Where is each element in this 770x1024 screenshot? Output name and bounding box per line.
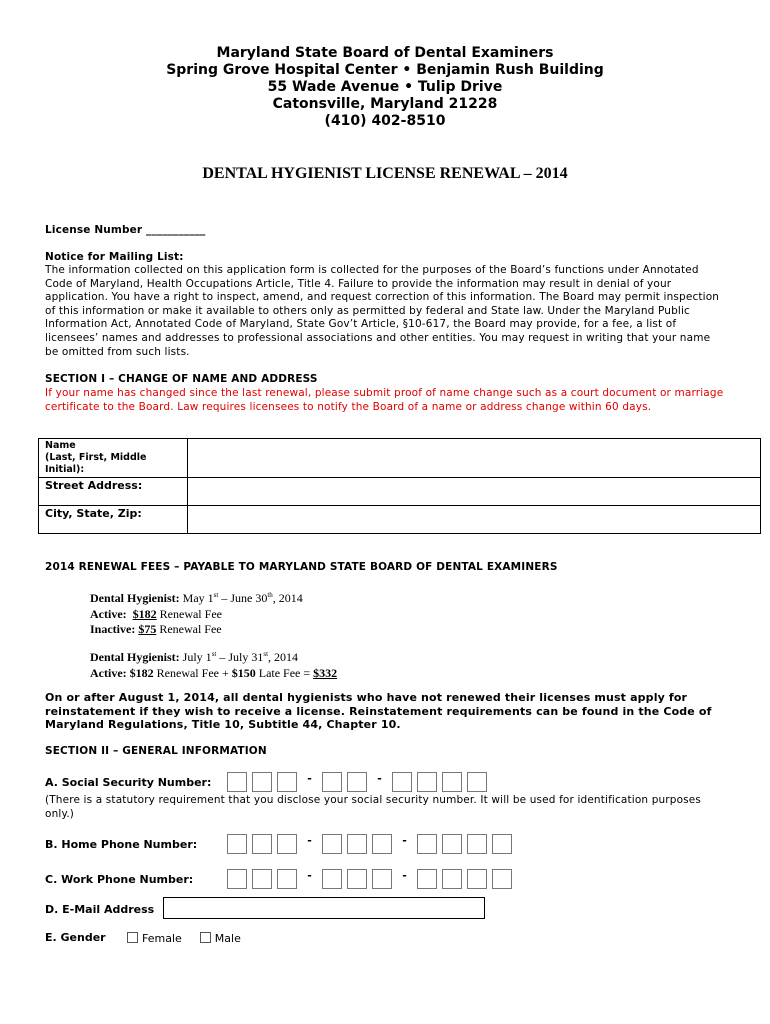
phone-box[interactable] — [322, 869, 342, 889]
phone-box[interactable] — [252, 869, 272, 889]
phone-box[interactable] — [227, 834, 247, 854]
phone-box[interactable] — [277, 869, 297, 889]
phone-box[interactable] — [492, 834, 512, 854]
gender-label: E. Gender — [45, 931, 106, 944]
section1-heading: SECTION I – CHANGE OF NAME AND ADDRESS — [45, 373, 318, 385]
ssn-box[interactable] — [277, 772, 297, 792]
letterhead — [0, 45, 770, 130]
dash: - — [307, 833, 312, 847]
phone-box[interactable] — [227, 869, 247, 889]
building: Spring Grove Hospital Center • Benjamin Rush Building — [166, 62, 604, 78]
male-option[interactable]: Male — [200, 931, 241, 945]
dash: - — [307, 771, 312, 785]
phone-box[interactable] — [322, 834, 342, 854]
name-label: Name (Last, First, Middle Initial): — [39, 439, 188, 478]
dash: - — [402, 833, 407, 847]
ssn-box[interactable] — [347, 772, 367, 792]
fees-period2: Dental Hygienist: July 1st – July 31st, 2014 Active: $182 Renewal Fee + $150 Late Fee = $332 — [90, 650, 338, 680]
ssn-label: A. Social Security Number: — [45, 775, 212, 789]
city-field[interactable] — [188, 506, 761, 534]
phone-box[interactable] — [372, 834, 392, 854]
section1-note: If your name has changed since the last renewal, please submit proof of name change such as a court document or marriage certificate to the Board. Law requires licensees to notify the Board of a name or address change within 60 days. — [45, 387, 724, 413]
gender-row — [45, 931, 241, 945]
phone-box[interactable] — [252, 834, 272, 854]
checkbox-icon[interactable] — [200, 932, 211, 943]
street: 55 Wade Avenue • Tulip Drive — [267, 79, 503, 95]
home-phone-label: B. Home Phone Number: — [45, 837, 198, 851]
ssn-row — [45, 772, 492, 792]
fees-period1: Dental Hygienist: May 1st – June 30th, 2014 Active: $182 Renewal Fee Inactive: $75 Renewal Fee — [90, 591, 303, 636]
dash: - — [402, 868, 407, 882]
female-option[interactable]: Female — [127, 931, 182, 945]
ssn-box[interactable] — [442, 772, 462, 792]
phone-box[interactable] — [347, 834, 367, 854]
phone-box[interactable] — [442, 869, 462, 889]
checkbox-icon[interactable] — [127, 932, 138, 943]
email-label: D. E-Mail Address — [45, 903, 155, 916]
board-name: Maryland State Board of Dental Examiners — [216, 45, 554, 61]
phone-box[interactable] — [492, 869, 512, 889]
name-field[interactable] — [188, 439, 761, 478]
phone: (410) 402-8510 — [324, 113, 446, 129]
street-label: Street Address: — [39, 478, 188, 506]
period2-text: July 1st – July 31st, 2014 — [182, 650, 299, 664]
phone-box[interactable] — [372, 869, 392, 889]
notice-body: The information collected on this application form is collected for the purposes of the Board’s functions under Annotated Code of Maryland, Health Occupations Article, Title 4. Failure to provide the information may result in denial of your application. You have a right to inspect, amend, and request correction of this information. The Board may permit inspection of this information or make it available to others only as permitted by federal and State law. Under the Maryland Public Information Act, Annotated Code of Maryland, State Gov’t Article, §10-617, the Board may provide, for a fee, a list of licensees’ names and addresses to professional associations and other entities. You may request in writing that your name be omitted from such lists. — [45, 264, 720, 358]
section2-heading: SECTION II – GENERAL INFORMATION — [45, 745, 267, 757]
city-label: City, State, Zip: — [39, 506, 188, 534]
ssn-box[interactable] — [322, 772, 342, 792]
ssn-box[interactable] — [227, 772, 247, 792]
ssn-note: (There is a statutory requirement that you disclose your social security number. It will be used for identification purposes only.) — [45, 794, 702, 820]
name-address-table — [38, 438, 761, 534]
ssn-box[interactable] — [252, 772, 272, 792]
fees-heading: 2014 RENEWAL FEES – PAYABLE TO MARYLAND STATE BOARD OF DENTAL EXAMINERS — [45, 561, 558, 573]
dash: - — [307, 868, 312, 882]
phone-box[interactable] — [277, 834, 297, 854]
work-phone-row — [45, 869, 517, 889]
phone-box[interactable] — [442, 834, 462, 854]
reinstatement-notice: On or after August 1, 2014, all dental hygienists who have not renewed their licenses must apply for reinstatement if they wish to receive a license. Reinstatement requirements can be found in the Code of Maryland Regulations, Title 10, Subtitle 44, Chapter 10. — [45, 691, 712, 731]
ssn-box[interactable] — [467, 772, 487, 792]
page-title: DENTAL HYGIENIST LICENSE RENEWAL – 2014 — [202, 165, 568, 182]
notice-heading: Notice for Mailing List: — [45, 251, 184, 263]
period1-text: May 1st – June 30th, 2014 — [182, 591, 303, 605]
phone-box[interactable] — [467, 834, 487, 854]
home-phone-row — [45, 834, 517, 854]
phone-box[interactable] — [417, 834, 437, 854]
ssn-box[interactable] — [417, 772, 437, 792]
phone-box[interactable] — [347, 869, 367, 889]
email-field[interactable] — [163, 897, 485, 919]
city: Catonsville, Maryland 21228 — [272, 96, 498, 112]
dash: - — [377, 771, 382, 785]
phone-box[interactable] — [467, 869, 487, 889]
work-phone-label: C. Work Phone Number: — [45, 872, 194, 886]
license-number: License Number ___________ — [45, 224, 206, 236]
ssn-box[interactable] — [392, 772, 412, 792]
street-field[interactable] — [188, 478, 761, 506]
phone-box[interactable] — [417, 869, 437, 889]
